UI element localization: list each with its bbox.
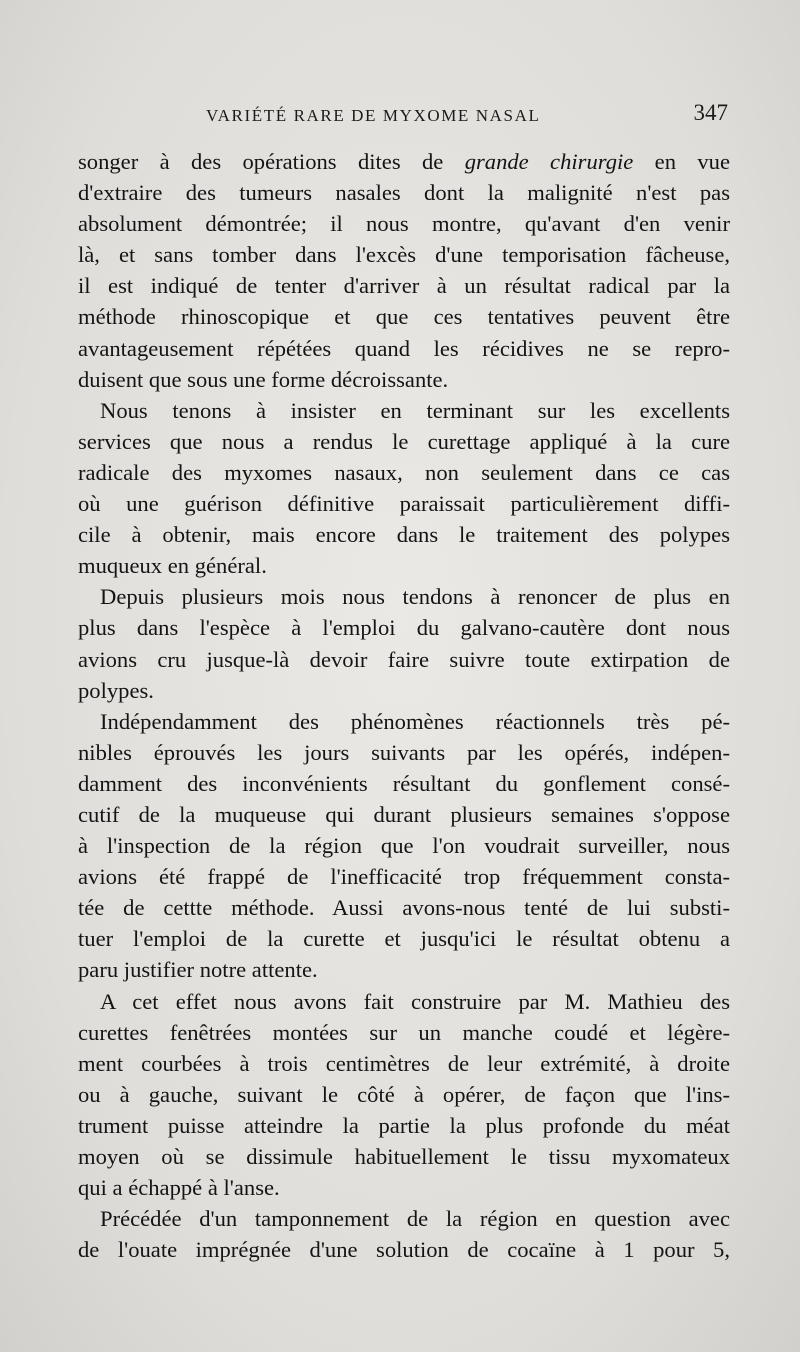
text-line: trument puisse atteindre la partie la plus profonde du méat [78, 1112, 730, 1138]
text-line: absolument démontrée; il nous montre, qu'avant d'en venir [78, 211, 730, 237]
text-line: Indépendamment des phénomènes réactionnels très pé- [100, 708, 730, 734]
text-line: Nous tenons à insister en terminant sur les excellents [100, 397, 730, 423]
text-line: muqueux en général. [78, 553, 267, 579]
text-line: paru justifier notre attente. [78, 957, 318, 983]
italic-phrase: grande chirurgie [464, 149, 634, 174]
text-line: ment courbées à trois centimètres de leur extrémité, à droite [78, 1050, 730, 1076]
text-line: à l'inspection de la région que l'on voudrait surveiller, nous [78, 833, 730, 859]
paragraph-3 [78, 581, 730, 705]
page-header [78, 100, 728, 130]
text-line: polypes. [78, 677, 154, 703]
text-line: duisent que sous une forme décroissante. [78, 366, 449, 392]
text-line: A cet effet nous avons fait construire par M. Mathieu des [100, 988, 730, 1014]
text-line: curettes fenêtrées montées sur un manche coudé et légère- [78, 1019, 730, 1045]
paragraph-6 [78, 1203, 730, 1265]
text-line: Précédée d'un tamponnement de la région en question avec [100, 1206, 730, 1232]
text-line: méthode rhinoscopique et que ces tentatives peuvent être [78, 304, 730, 330]
text-line: avions été frappé de l'inefficacité trop fréquemment consta- [78, 864, 730, 890]
running-title: VARIÉTÉ RARE DE MYXOME NASAL [206, 106, 541, 125]
text-line: où une guérison définitive paraissait particulièrement diffi- [78, 491, 730, 517]
text-line: tuer l'emploi de la curette et jusqu'ici le résultat obtenu a [78, 926, 730, 952]
text-line: moyen où se dissimule habituellement le tissu myxomateux [78, 1144, 730, 1169]
text-line: songer à des opérations dites de grande chirurgie en vue [78, 149, 730, 174]
text-line: Depuis plusieurs mois nous tendons à renoncer de plus en [100, 584, 730, 610]
text-line: là, et sans tomber dans l'excès d'une temporisation fâcheuse, [78, 242, 730, 268]
text-line: nibles éprouvés les jours suivants par les opérés, indépen- [78, 739, 730, 765]
text-line: tée de cettte méthode. Aussi avons-nous tenté de lui substi- [78, 895, 730, 921]
page-number: 347 [693, 100, 728, 125]
body-text [78, 146, 730, 1265]
text-line: ou à gauche, suivant le côté à opérer, de façon que l'ins- [78, 1081, 730, 1107]
text-line: il est indiqué de tenter d'arriver à un résultat radical par la [78, 273, 730, 299]
text-line: plus dans l'espèce à l'emploi du galvano-cautère dont nous [78, 615, 730, 641]
text-line: radicale des myxomes nasaux, non seulement dans ce cas [78, 459, 730, 485]
text-line: d'extraire des tumeurs nasales dont la malignité n'est pas [78, 180, 730, 206]
paragraph-1 [78, 146, 730, 395]
paragraph-4 [78, 706, 730, 986]
paragraph-5 [78, 986, 730, 1204]
text-line: cutif de la muqueuse qui durant plusieurs semaines s'oppose [78, 801, 730, 827]
text-line: de l'ouate imprégnée d'une solution de cocaïne à 1 pour 5, [78, 1237, 730, 1263]
text-line: services que nous a rendus le curettage appliqué à la cure [78, 428, 730, 454]
text-line: qui a échappé à l'anse. [78, 1175, 280, 1201]
text-line: damment des inconvénients résultant du gonflement consé- [78, 770, 730, 796]
text-line: avions cru jusque-là devoir faire suivre toute extirpation de [78, 646, 730, 672]
paragraph-2 [78, 395, 730, 582]
text-line: avantageusement répétées quand les récidives ne se repro- [78, 335, 730, 361]
text-line: cile à obtenir, mais encore dans le traitement des polypes [78, 522, 730, 548]
